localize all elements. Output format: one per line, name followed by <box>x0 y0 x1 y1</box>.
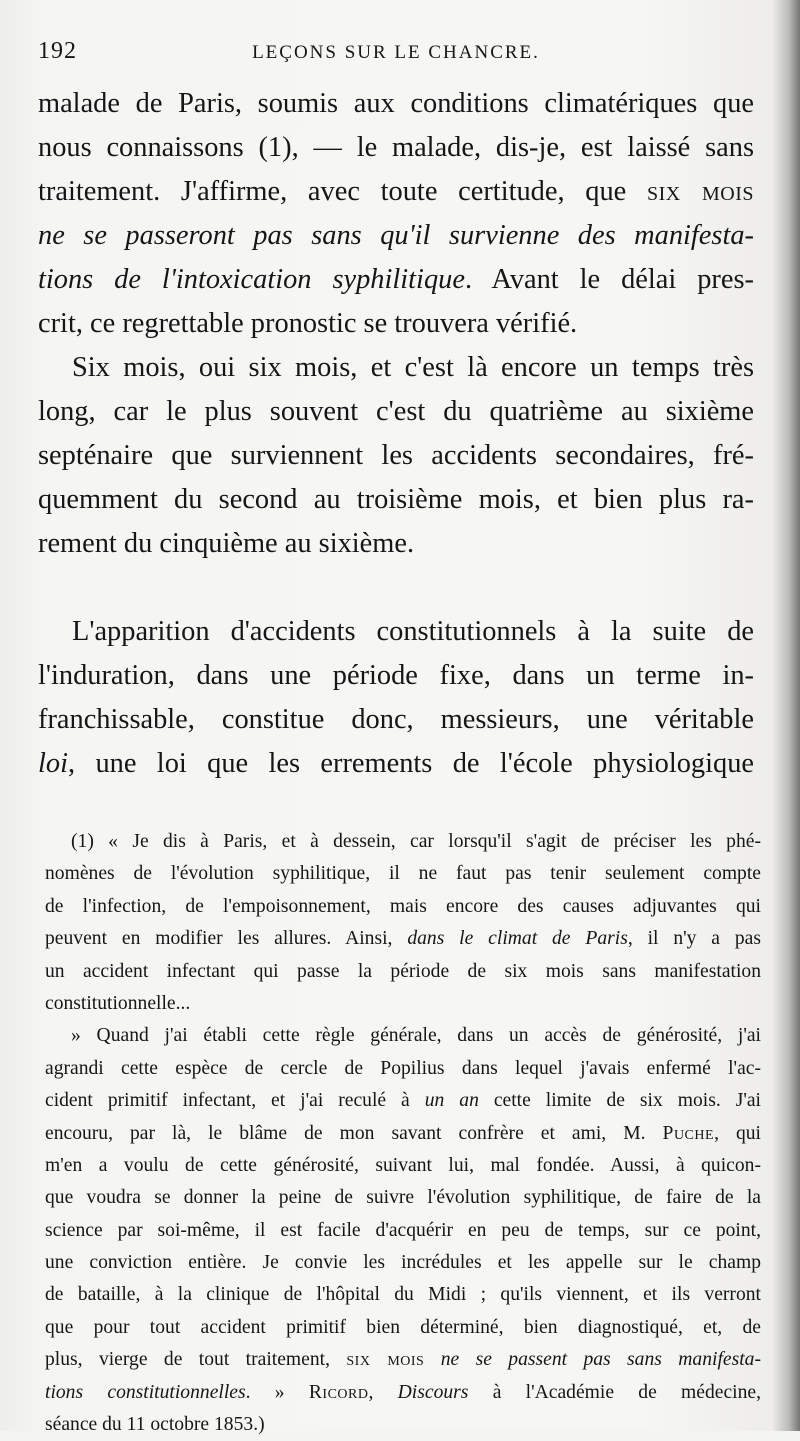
text-span: , <box>368 1381 374 1403</box>
text-line: nous connaissons (1), — le malade, dis-je, est laissé sans <box>38 132 754 163</box>
text-span: . » <box>245 1381 285 1403</box>
text-line: long, car le plus souvent c'est du quatrième au sixième <box>38 396 754 427</box>
text-span: , une loi que les errements de l'école physiologique <box>67 748 754 779</box>
text-line: l'induration, dans une période fixe, dans un terme in- <box>38 660 754 691</box>
paragraph-gap <box>38 566 754 610</box>
small-caps-span: Puche <box>662 1122 715 1144</box>
footnote-line: » Quand j'ai établi cette règle générale, dans un accès de générosité, j'ai <box>71 1025 761 1047</box>
footnote-line: nomènes de l'évolution syphilitique, il ne faut pas tenir seulement compte <box>45 863 761 885</box>
text-line: rement du cinquième au sixième. <box>38 528 415 559</box>
italic-span: ne se passeront pas sans qu'il survienne des manifesta- <box>38 220 754 251</box>
running-title: LEÇONS SUR LE CHANCRE. <box>252 42 540 63</box>
footnote-line <box>45 1377 761 1409</box>
text-line: malade de Paris, soumis aux conditions climatériques que <box>38 88 754 119</box>
footnote-line <box>45 1085 761 1117</box>
text-line: septénaire que surviennent les accidents secondaires, fré- <box>38 440 754 471</box>
text-span: cident primitif infectant, et j'ai reculé à <box>45 1090 410 1112</box>
italic-span: ne se passent pas sans manifesta- <box>440 1349 761 1371</box>
text-span: . Avant le délai pres- <box>464 264 754 295</box>
italic-span: tions de l'intoxication syphilitique <box>38 264 465 295</box>
text-line <box>38 170 754 214</box>
italic-span: Discours <box>397 1381 469 1403</box>
footnote-line: constitutionnelle... <box>45 992 191 1014</box>
text-line: crit, ce regrettable pronostic se trouvera vérifié. <box>38 308 578 339</box>
footnote-line: séance du 11 octobre 1853.) <box>45 1414 265 1436</box>
text-span: à l'Académie de médecine, <box>492 1381 762 1403</box>
page-edge-shadow <box>772 0 800 1431</box>
small-caps-span: Ricord <box>308 1381 369 1403</box>
footnote-line <box>45 1344 761 1376</box>
text-span: traitement. J'affirme, avec toute certitude, que <box>38 176 627 207</box>
footnote-line: science par soi-même, il est facile d'acquérir en peu de temps, sur ce point, <box>45 1219 761 1241</box>
footnote-line: de l'infection, de l'empoisonnement, mais encore des causes adjuvantes qui <box>45 895 761 917</box>
page-number: 192 <box>38 38 77 64</box>
text-span: , il n'y a pas <box>627 928 761 950</box>
text-line <box>38 742 754 786</box>
text-span: plus, vierge de tout traitement, <box>45 1349 330 1371</box>
footnote-line: m'en a voulu de cette générosité, suivant lui, mal fondée. Aussi, à quicon- <box>45 1154 761 1176</box>
footnote <box>45 826 761 1441</box>
text-line: franchissable, constitue donc, messieurs, une véritable <box>38 704 754 735</box>
footnote-line <box>45 923 761 955</box>
text-span: encouru, par là, le blâme de mon savant confrère et ami, M. <box>45 1122 646 1144</box>
main-text <box>38 82 754 786</box>
page-header <box>38 38 754 72</box>
italic-span: loi <box>38 748 68 779</box>
footnote-line: agrandi cette espèce de cercle de Popilius dans lequel j'avais enfermé l'ac- <box>45 1057 761 1079</box>
italic-span: un an <box>424 1090 479 1112</box>
footnote-line <box>45 1118 761 1150</box>
text-line: quemment du second au troisième mois, et bien plus ra- <box>38 484 754 515</box>
footnote-line: de bataille, à la clinique de l'hôpital du Midi ; qu'ils viennent, et ils verront <box>45 1284 761 1306</box>
footnote-line: que pour tout accident primitif bien déterminé, bien diagnostiqué, et, de <box>45 1316 761 1338</box>
italic-span: tions constitutionnelles <box>45 1381 246 1403</box>
footnote-line: un accident infectant qui passe la période de six mois sans manifestation <box>45 960 761 982</box>
footnote-line: une conviction entière. Je convie les incrédules et les appelle sur le champ <box>45 1252 761 1274</box>
text-line: Six mois, oui six mois, et c'est là encore un temps très <box>72 352 754 383</box>
text-span: , qui <box>714 1122 762 1144</box>
footnote-line: (1) « Je dis à Paris, et à dessein, car lorsqu'il s'agit de préciser les phé- <box>71 831 761 852</box>
text-line <box>38 214 754 258</box>
footnote-line: que voudra se donner la peine de suivre l'évolution syphilitique, de faire de la <box>45 1187 761 1209</box>
text-span: cette limite de six mois. J'ai <box>493 1090 761 1112</box>
text-span: peuvent en modifier les allures. Ainsi, <box>45 928 393 950</box>
text-line <box>38 258 754 302</box>
text-line: L'apparition d'accidents constitutionnels à la suite de <box>72 616 754 647</box>
small-caps-span: six mois <box>346 1349 425 1371</box>
small-caps-span: six mois <box>647 176 754 207</box>
italic-span: dans le climat de Paris <box>407 928 628 950</box>
